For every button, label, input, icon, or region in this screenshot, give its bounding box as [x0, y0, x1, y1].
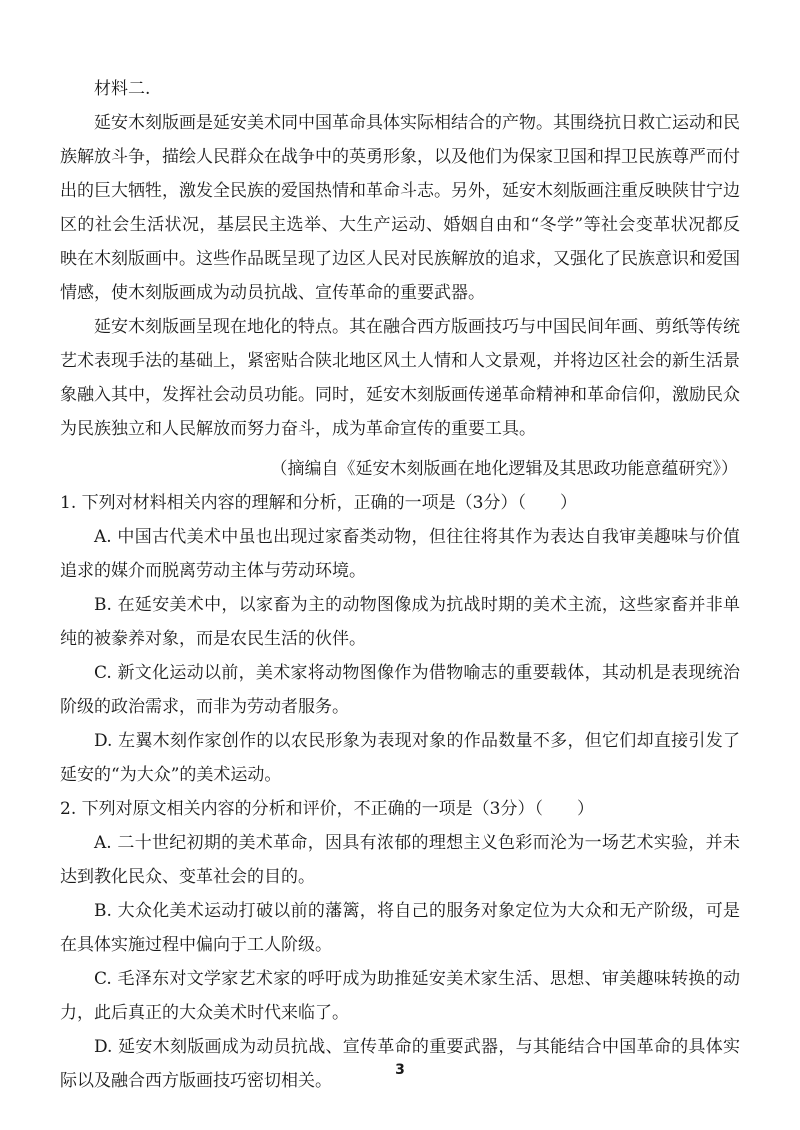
question-2-option-b: B. 大众化美术运动打破以前的藩篱，将自己的服务对象定位为大众和无产阶级，可是在具体实施过程中偏向于工人阶级。: [60, 901, 740, 955]
question-1-option-b: B. 在延安美术中，以家畜为主的动物图像成为抗战时期的美术主流，这些家畜并非单纯的被豢养对象，而是农民生活的伙伴。: [60, 595, 740, 649]
question-1-option-c: C. 新文化运动以前，美术家将动物图像作为借物喻志的重要载体，其动机是表现统治阶级的政治需求，而非为劳动者服务。: [60, 663, 740, 717]
question-1-option-d: D. 左翼木刻作家创作的以农民形象为表现对象的作品数量不多，但它们却直接引发了延安的“为大众”的美术运动。: [60, 731, 740, 785]
question-2-option-a: A. 二十世纪初期的美术革命，因具有浓郁的理想主义色彩而沦为一场艺术实验，并未达到教化民众、变革社会的目的。: [60, 833, 740, 887]
question-1-option-a: A. 中国古代美术中虽也出现过家畜类动物，但往往将其作为表达自我审美趣味与价值追求的媒介而脱离劳动主体与劳动环境。: [60, 527, 740, 581]
question-1-stem: 1. 下列对材料相关内容的理解和分析，正确的一项是（3分）（ ）: [60, 493, 577, 513]
question-2-option-c: C. 毛泽东对文学家艺术家的呼吁成为助推延安美术家生活、思想、审美趣味转换的动力，此后真正的大众美术时代来临了。: [60, 969, 740, 1023]
source-citation: （摘编自《延安木刻版画在地化逻辑及其思政功能意蕴研究》）: [270, 459, 738, 479]
question-1: [60, 486, 740, 792]
page-number: 3: [395, 1062, 405, 1078]
question-2: [60, 792, 740, 1098]
question-2-stem: 2. 下列对原文相关内容的分析和评价，不正确的一项是（3分）（ ）: [60, 799, 594, 819]
material-heading: 材料二.: [94, 79, 151, 99]
material-paragraph-1: 延安木刻版画是延安美术同中国革命具体实际相结合的产物。其围绕抗日救亡运动和民族解放斗争，描绘人民群众在战争中的英勇形象，以及他们为保家卫国和捍卫民族尊严而付出的巨大牺牲，激发全民族的爱国热情和革命斗志。另外，延安木刻版画注重反映陕甘宁边区的社会生活状况，基层民主选举、大生产运动、婚姻自由和“冬学”等社会变革状况都反映在木刻版画中。这些作品既呈现了边区人民对民族解放的追求，又强化了民族意识和爱国情感，使木刻版画成为动员抗战、宣传革命的重要武器。: [60, 113, 740, 303]
material-paragraph-2: 延安木刻版画呈现在地化的特点。其在融合西方版画技巧与中国民间年画、剪纸等传统艺术表现手法的基础上，紧密贴合陕北地区风土人情和人文景观，并将边区社会的新生活景象融入其中，发挥社会动员功能。同时，延安木刻版画传递革命精神和革命信仰，激励民众为民族独立和人民解放而努力奋斗，成为革命宣传的重要工具。: [60, 317, 740, 439]
question-2-option-d: D. 延安木刻版画成为动员抗战、宣传革命的重要武器，与其能结合中国革命的具体实际以及融合西方版画技巧密切相关。: [60, 1037, 740, 1091]
